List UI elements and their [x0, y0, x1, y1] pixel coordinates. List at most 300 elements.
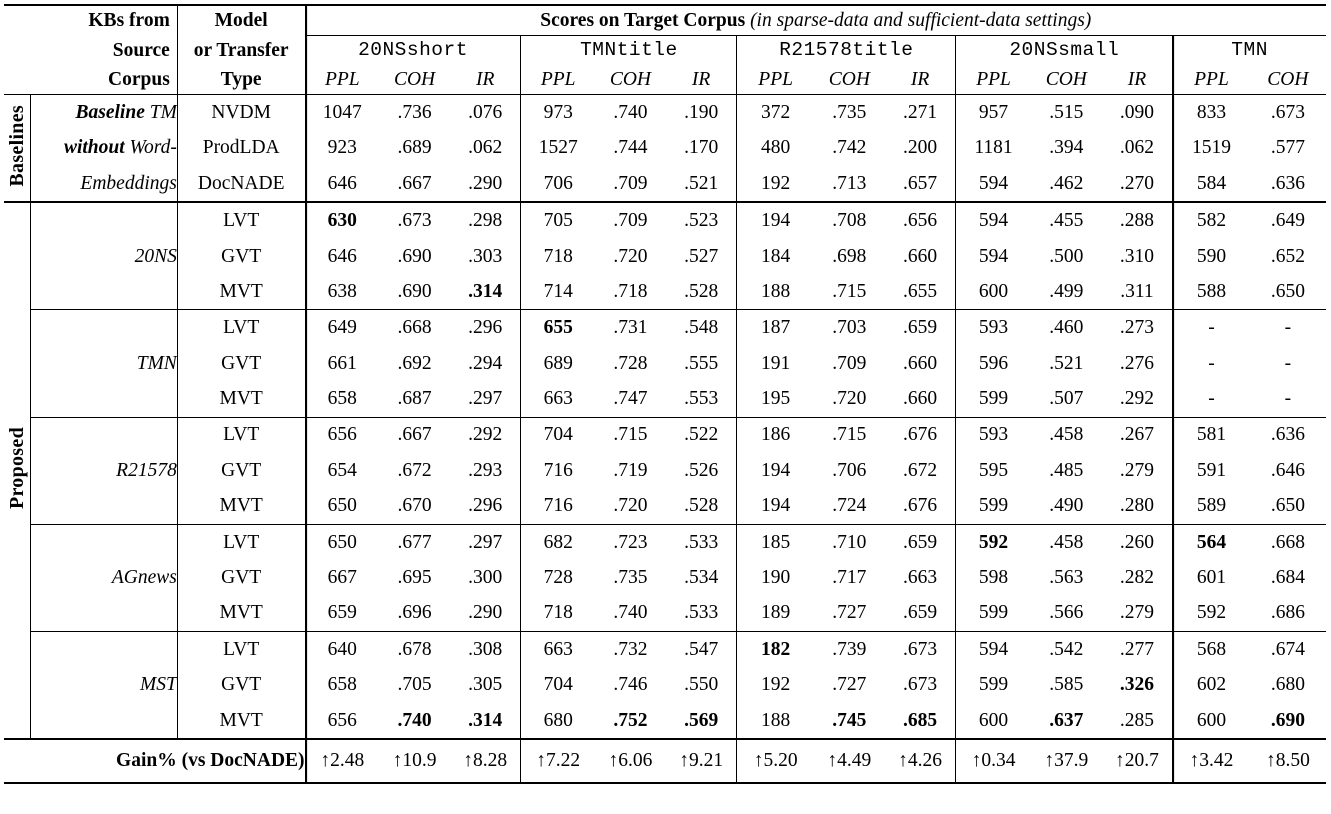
header-row-1 — [4, 5, 1326, 36]
value-cell: .190 — [684, 101, 719, 123]
header-spanner — [305, 5, 1326, 36]
gain-value: ↑6.06 — [595, 739, 666, 783]
header-group-20NSshort: 20NSshort — [305, 36, 521, 66]
value-cell: .326 — [1119, 674, 1155, 696]
value-cell: 663 — [521, 631, 595, 667]
value-cell: .731 — [595, 310, 666, 346]
value-cell: .458 — [1031, 524, 1102, 560]
value-cell: .744 — [613, 137, 648, 159]
value-cell: .719 — [613, 459, 648, 481]
value-cell: 923 — [305, 130, 379, 165]
baseline-source-italic: Word- — [129, 137, 177, 159]
value-cell: .672 — [903, 459, 938, 481]
value-cell: .650 — [1270, 495, 1305, 517]
value-cell: 658 — [305, 381, 379, 417]
value-cell: .663 — [903, 567, 938, 589]
model-cell: ProdLDA — [177, 130, 305, 165]
value-cell: 480 — [737, 130, 814, 165]
value-cell: 568 — [1173, 631, 1250, 667]
value-cell: .290 — [468, 172, 503, 194]
value-cell: .687 — [397, 388, 432, 410]
table-row — [4, 381, 1326, 417]
value-cell: 706 — [521, 166, 595, 202]
value-cell: .311 — [1120, 280, 1154, 302]
value-cell: 582 — [1173, 202, 1250, 238]
value-cell: .533 — [666, 524, 737, 560]
value-cell: .709 — [613, 172, 648, 194]
value-cell: .728 — [613, 352, 648, 374]
model-cell: MVT — [177, 595, 305, 631]
value-cell: 658 — [305, 667, 379, 702]
header-kbs-line3: Corpus — [30, 65, 177, 95]
model-cell: DocNADE — [177, 166, 305, 202]
value-cell: 1519 — [1173, 130, 1250, 165]
side-label-baselines — [4, 95, 30, 203]
source-corpus-TMN: TMN — [30, 310, 177, 417]
value-cell: .740 — [613, 101, 648, 123]
value-cell: 716 — [521, 453, 595, 488]
value-cell: .305 — [468, 674, 503, 696]
value-cell: .689 — [397, 137, 432, 159]
value-cell: .296 — [468, 495, 503, 517]
value-cell: .686 — [1270, 602, 1305, 624]
value-cell: 728 — [521, 560, 595, 595]
value-cell: 188 — [737, 703, 814, 739]
value-cell: - — [1173, 346, 1250, 381]
header-model-line1: Model — [177, 5, 305, 36]
value-cell: .521 — [684, 172, 719, 194]
table-row — [4, 310, 1326, 346]
gain-value: ↑4.26 — [885, 739, 956, 783]
value-cell: .668 — [379, 310, 450, 346]
value-cell: .692 — [397, 352, 432, 374]
value-cell: .720 — [613, 495, 648, 517]
value-cell: 705 — [521, 202, 595, 238]
value-cell: .667 — [379, 417, 450, 453]
value-cell: .684 — [1270, 567, 1305, 589]
side-label-baselines-text: Baselines — [5, 105, 28, 187]
value-cell: .279 — [1119, 459, 1155, 481]
value-cell: - — [1284, 388, 1292, 410]
source-corpus-AGnews: AGnews — [30, 524, 177, 631]
value-cell: .555 — [684, 352, 719, 374]
header-metric-TMN-COH: COH — [1250, 65, 1326, 95]
header-metric-TMNtitle-COH: COH — [595, 65, 666, 95]
table-row — [4, 703, 1326, 739]
value-cell: 682 — [521, 524, 595, 560]
value-cell: 680 — [521, 703, 595, 739]
value-cell: .745 — [832, 709, 867, 731]
value-cell: .715 — [814, 417, 885, 453]
value-cell: 957 — [956, 95, 1031, 131]
model-cell: MVT — [177, 488, 305, 524]
header-group-20NSsmall: 20NSsmall — [956, 36, 1173, 66]
value-cell: 195 — [737, 381, 814, 417]
value-cell: .271 — [903, 101, 938, 123]
value-cell: .690 — [397, 280, 432, 302]
value-cell: 663 — [521, 381, 595, 417]
source-corpus-20NS: 20NS — [30, 202, 177, 310]
table-row — [4, 274, 1326, 310]
value-cell: 564 — [1173, 524, 1250, 560]
value-cell: 596 — [956, 346, 1031, 381]
value-cell: .657 — [903, 172, 938, 194]
value-cell: .577 — [1270, 137, 1305, 159]
value-cell: .526 — [684, 459, 719, 481]
table-row — [4, 453, 1326, 488]
value-cell: .740 — [397, 709, 432, 731]
value-cell: .548 — [666, 310, 737, 346]
value-cell: .740 — [613, 602, 648, 624]
value-cell: 650 — [305, 524, 379, 560]
value-cell: .746 — [613, 674, 648, 696]
table-row — [4, 95, 1326, 131]
value-cell: 594 — [956, 166, 1031, 202]
value-cell: 187 — [737, 310, 814, 346]
value-cell: 599 — [956, 381, 1031, 417]
model-cell: GVT — [177, 560, 305, 595]
value-cell: .521 — [1049, 352, 1084, 374]
header-metric-R21578title-COH: COH — [814, 65, 885, 95]
value-cell: 192 — [737, 667, 814, 702]
value-cell: .297 — [450, 524, 521, 560]
value-cell: .462 — [1049, 172, 1084, 194]
gain-value: ↑10.9 — [379, 739, 450, 783]
header-metric-R21578title-PPL: PPL — [737, 65, 814, 95]
value-cell: .273 — [1102, 310, 1173, 346]
header-metric-TMNtitle-IR: IR — [666, 65, 737, 95]
value-cell: .727 — [832, 602, 867, 624]
model-cell: GVT — [177, 453, 305, 488]
value-cell: .676 — [885, 417, 956, 453]
value-cell: 718 — [521, 595, 595, 631]
value-cell: .522 — [666, 417, 737, 453]
value-cell: .270 — [1119, 172, 1155, 194]
baseline-source-italic: Embeddings — [80, 172, 177, 194]
value-cell: 599 — [956, 595, 1031, 631]
gain-label: Gain% (vs DocNADE) — [4, 739, 305, 783]
table-row — [4, 417, 1326, 453]
value-cell: 661 — [305, 346, 379, 381]
model-cell: LVT — [177, 631, 305, 667]
value-cell: .752 — [613, 709, 648, 731]
value-cell: 1047 — [305, 95, 379, 131]
value-cell: 667 — [305, 560, 379, 595]
value-cell: 194 — [737, 453, 814, 488]
value-cell: 593 — [956, 417, 1031, 453]
value-cell: .455 — [1031, 202, 1102, 238]
value-cell: .659 — [885, 524, 956, 560]
value-cell: .533 — [684, 602, 719, 624]
value-cell: .460 — [1031, 310, 1102, 346]
value-cell: .200 — [903, 137, 938, 159]
value-cell: .720 — [832, 388, 867, 410]
value-cell: 188 — [737, 274, 814, 310]
header-metric-20NSshort-IR: IR — [450, 65, 521, 95]
value-cell: .090 — [1119, 101, 1155, 123]
value-cell: .528 — [684, 495, 719, 517]
gain-value: ↑5.20 — [737, 739, 814, 783]
gain-value: ↑2.48 — [305, 739, 379, 783]
value-cell: 656 — [305, 417, 379, 453]
results-table — [4, 4, 1326, 784]
value-cell: .550 — [684, 674, 719, 696]
value-cell: .515 — [1049, 101, 1084, 123]
value-cell: .076 — [468, 101, 503, 123]
value-cell: .715 — [832, 280, 867, 302]
value-cell: 650 — [305, 488, 379, 524]
table-row — [4, 239, 1326, 274]
gain-value: ↑4.49 — [814, 739, 885, 783]
gain-row — [4, 739, 1326, 783]
header-group-R21578title: R21578title — [737, 36, 956, 66]
value-cell: 194 — [737, 488, 814, 524]
model-cell: LVT — [177, 417, 305, 453]
header-metric-TMN-PPL: PPL — [1173, 65, 1250, 95]
value-cell: 599 — [956, 667, 1031, 702]
value-cell: 192 — [737, 166, 814, 202]
value-cell: 630 — [305, 202, 379, 238]
value-cell: .709 — [832, 352, 867, 374]
value-cell: .659 — [885, 310, 956, 346]
value-cell: .670 — [397, 495, 432, 517]
value-cell: .715 — [595, 417, 666, 453]
value-cell: 594 — [956, 239, 1031, 274]
model-cell: MVT — [177, 274, 305, 310]
value-cell: 600 — [956, 274, 1031, 310]
value-cell: 600 — [1173, 703, 1250, 739]
value-cell: 601 — [1173, 560, 1250, 595]
side-label-proposed-text: Proposed — [5, 427, 28, 510]
value-cell: .718 — [613, 280, 648, 302]
value-cell: .296 — [450, 310, 521, 346]
table-row — [4, 202, 1326, 238]
value-cell: .485 — [1049, 459, 1084, 481]
header-spanner-italic: (in sparse-data and sufficient-data settings) — [745, 9, 1092, 31]
header-model-line2: or Transfer — [177, 36, 305, 66]
value-cell: .314 — [468, 280, 503, 302]
value-cell: .706 — [832, 459, 867, 481]
value-cell: 599 — [956, 488, 1031, 524]
value-cell: .672 — [397, 459, 432, 481]
value-cell: .500 — [1049, 245, 1084, 267]
value-cell: 190 — [737, 560, 814, 595]
value-cell: 638 — [305, 274, 379, 310]
value-cell: 704 — [521, 417, 595, 453]
value-cell: 640 — [305, 631, 379, 667]
value-cell: .277 — [1102, 631, 1173, 667]
value-cell: 598 — [956, 560, 1031, 595]
value-cell: .507 — [1049, 388, 1084, 410]
header-group-TMNtitle: TMNtitle — [521, 36, 737, 66]
value-cell: .458 — [1031, 417, 1102, 453]
value-cell: .747 — [613, 388, 648, 410]
model-cell: NVDM — [177, 95, 305, 131]
value-cell: .656 — [885, 202, 956, 238]
header-metric-R21578title-IR: IR — [885, 65, 956, 95]
value-cell: .523 — [666, 202, 737, 238]
value-cell: .696 — [397, 602, 432, 624]
value-cell: .542 — [1031, 631, 1102, 667]
value-cell: .394 — [1049, 137, 1084, 159]
source-corpus-MST: MST — [30, 631, 177, 739]
value-cell: .314 — [468, 709, 503, 731]
value-cell: 689 — [521, 346, 595, 381]
value-cell: .300 — [468, 567, 503, 589]
value-cell: .293 — [468, 459, 503, 481]
value-cell: 654 — [305, 453, 379, 488]
table-row — [4, 631, 1326, 667]
header-model-line3: Type — [177, 65, 305, 95]
header-kbs-line2: Source — [112, 39, 170, 61]
value-cell: - — [1284, 352, 1292, 374]
value-cell: 594 — [956, 202, 1031, 238]
value-cell: .667 — [397, 172, 432, 194]
value-cell: 646 — [305, 239, 379, 274]
value-cell: .553 — [684, 388, 719, 410]
value-cell: .563 — [1049, 567, 1084, 589]
value-cell: 593 — [956, 310, 1031, 346]
value-cell: - — [1250, 310, 1326, 346]
value-cell: 659 — [305, 595, 379, 631]
gain-value: ↑8.28 — [450, 739, 521, 783]
value-cell: .290 — [468, 602, 503, 624]
value-cell: .698 — [832, 245, 867, 267]
header-row-2 — [4, 36, 1326, 66]
value-cell: 186 — [737, 417, 814, 453]
value-cell: .705 — [397, 674, 432, 696]
value-cell: .660 — [903, 388, 938, 410]
value-cell: .303 — [468, 245, 503, 267]
value-cell: .062 — [468, 137, 503, 159]
value-cell: 591 — [1173, 453, 1250, 488]
header-row-3 — [4, 65, 1326, 95]
value-cell: .673 — [1270, 101, 1305, 123]
value-cell: .276 — [1119, 352, 1155, 374]
value-cell: 833 — [1173, 95, 1250, 131]
value-cell: .717 — [832, 567, 867, 589]
value-cell: 581 — [1173, 417, 1250, 453]
value-cell: .710 — [814, 524, 885, 560]
model-cell: GVT — [177, 239, 305, 274]
baseline-source-line-1 — [30, 130, 177, 165]
model-cell: LVT — [177, 202, 305, 238]
model-cell: GVT — [177, 667, 305, 702]
value-cell: - — [1173, 310, 1250, 346]
value-cell: .282 — [1119, 567, 1155, 589]
value-cell: 704 — [521, 667, 595, 702]
header-metric-TMNtitle-PPL: PPL — [521, 65, 595, 95]
value-cell: 584 — [1173, 166, 1250, 202]
value-cell: .735 — [613, 567, 648, 589]
value-cell: 592 — [1173, 595, 1250, 631]
gain-value: ↑37.9 — [1031, 739, 1102, 783]
value-cell: .534 — [684, 567, 719, 589]
header-metric-20NSshort-PPL: PPL — [305, 65, 379, 95]
value-cell: .636 — [1270, 172, 1305, 194]
value-cell: 182 — [737, 631, 814, 667]
value-cell: .674 — [1250, 631, 1326, 667]
gain-value: ↑3.42 — [1173, 739, 1250, 783]
value-cell: 191 — [737, 346, 814, 381]
value-cell: 592 — [956, 524, 1031, 560]
value-cell: 588 — [1173, 274, 1250, 310]
side-label-proposed — [4, 202, 30, 739]
value-cell: .585 — [1049, 674, 1084, 696]
value-cell: 714 — [521, 274, 595, 310]
value-cell: .727 — [832, 674, 867, 696]
value-cell: .739 — [814, 631, 885, 667]
value-cell: 646 — [305, 166, 379, 202]
value-cell: .260 — [1102, 524, 1173, 560]
value-cell: .297 — [468, 388, 503, 410]
value-cell: .676 — [903, 495, 938, 517]
model-cell: LVT — [177, 310, 305, 346]
header-metric-20NSshort-COH: COH — [379, 65, 450, 95]
gain-value: ↑20.7 — [1102, 739, 1173, 783]
value-cell: .646 — [1270, 459, 1305, 481]
value-cell: .499 — [1049, 280, 1084, 302]
value-cell: .566 — [1049, 602, 1084, 624]
table-row — [4, 560, 1326, 595]
header-kbs-line1: KBs from — [30, 5, 177, 36]
value-cell: .288 — [1102, 202, 1173, 238]
table-row — [4, 524, 1326, 560]
model-cell: LVT — [177, 524, 305, 560]
header-group-TMN: TMN — [1173, 36, 1326, 66]
value-cell: .292 — [1119, 388, 1155, 410]
value-cell: - — [1173, 381, 1250, 417]
value-cell: .490 — [1049, 495, 1084, 517]
baseline-source-italic: TM — [149, 101, 177, 123]
table-row — [4, 488, 1326, 524]
value-cell: .527 — [684, 245, 719, 267]
value-cell: 590 — [1173, 239, 1250, 274]
value-cell: .062 — [1119, 137, 1155, 159]
value-cell: 1527 — [521, 130, 595, 165]
value-cell: .690 — [397, 245, 432, 267]
value-cell: .690 — [1270, 709, 1305, 731]
baseline-source-bold: without — [63, 137, 130, 159]
value-cell: 973 — [521, 95, 595, 131]
source-corpus-R21578: R21578 — [30, 417, 177, 524]
value-cell: .528 — [684, 280, 719, 302]
value-cell: .660 — [903, 352, 938, 374]
value-cell: 184 — [737, 239, 814, 274]
value-cell: 589 — [1173, 488, 1250, 524]
value-cell: 655 — [521, 310, 595, 346]
value-cell: .677 — [379, 524, 450, 560]
value-cell: .723 — [595, 524, 666, 560]
header-metric-20NSsmall-COH: COH — [1031, 65, 1102, 95]
value-cell: .673 — [885, 631, 956, 667]
value-cell: .280 — [1119, 495, 1155, 517]
model-cell: GVT — [177, 346, 305, 381]
value-cell: 194 — [737, 202, 814, 238]
value-cell: .720 — [613, 245, 648, 267]
value-cell: .310 — [1119, 245, 1155, 267]
value-cell: .637 — [1049, 709, 1084, 731]
value-cell: .649 — [1250, 202, 1326, 238]
value-cell: .736 — [397, 101, 432, 123]
value-cell: 600 — [956, 703, 1031, 739]
value-cell: 716 — [521, 488, 595, 524]
value-cell: 602 — [1173, 667, 1250, 702]
value-cell: 594 — [956, 631, 1031, 667]
table-row — [4, 595, 1326, 631]
value-cell: .678 — [379, 631, 450, 667]
value-cell: 595 — [956, 453, 1031, 488]
